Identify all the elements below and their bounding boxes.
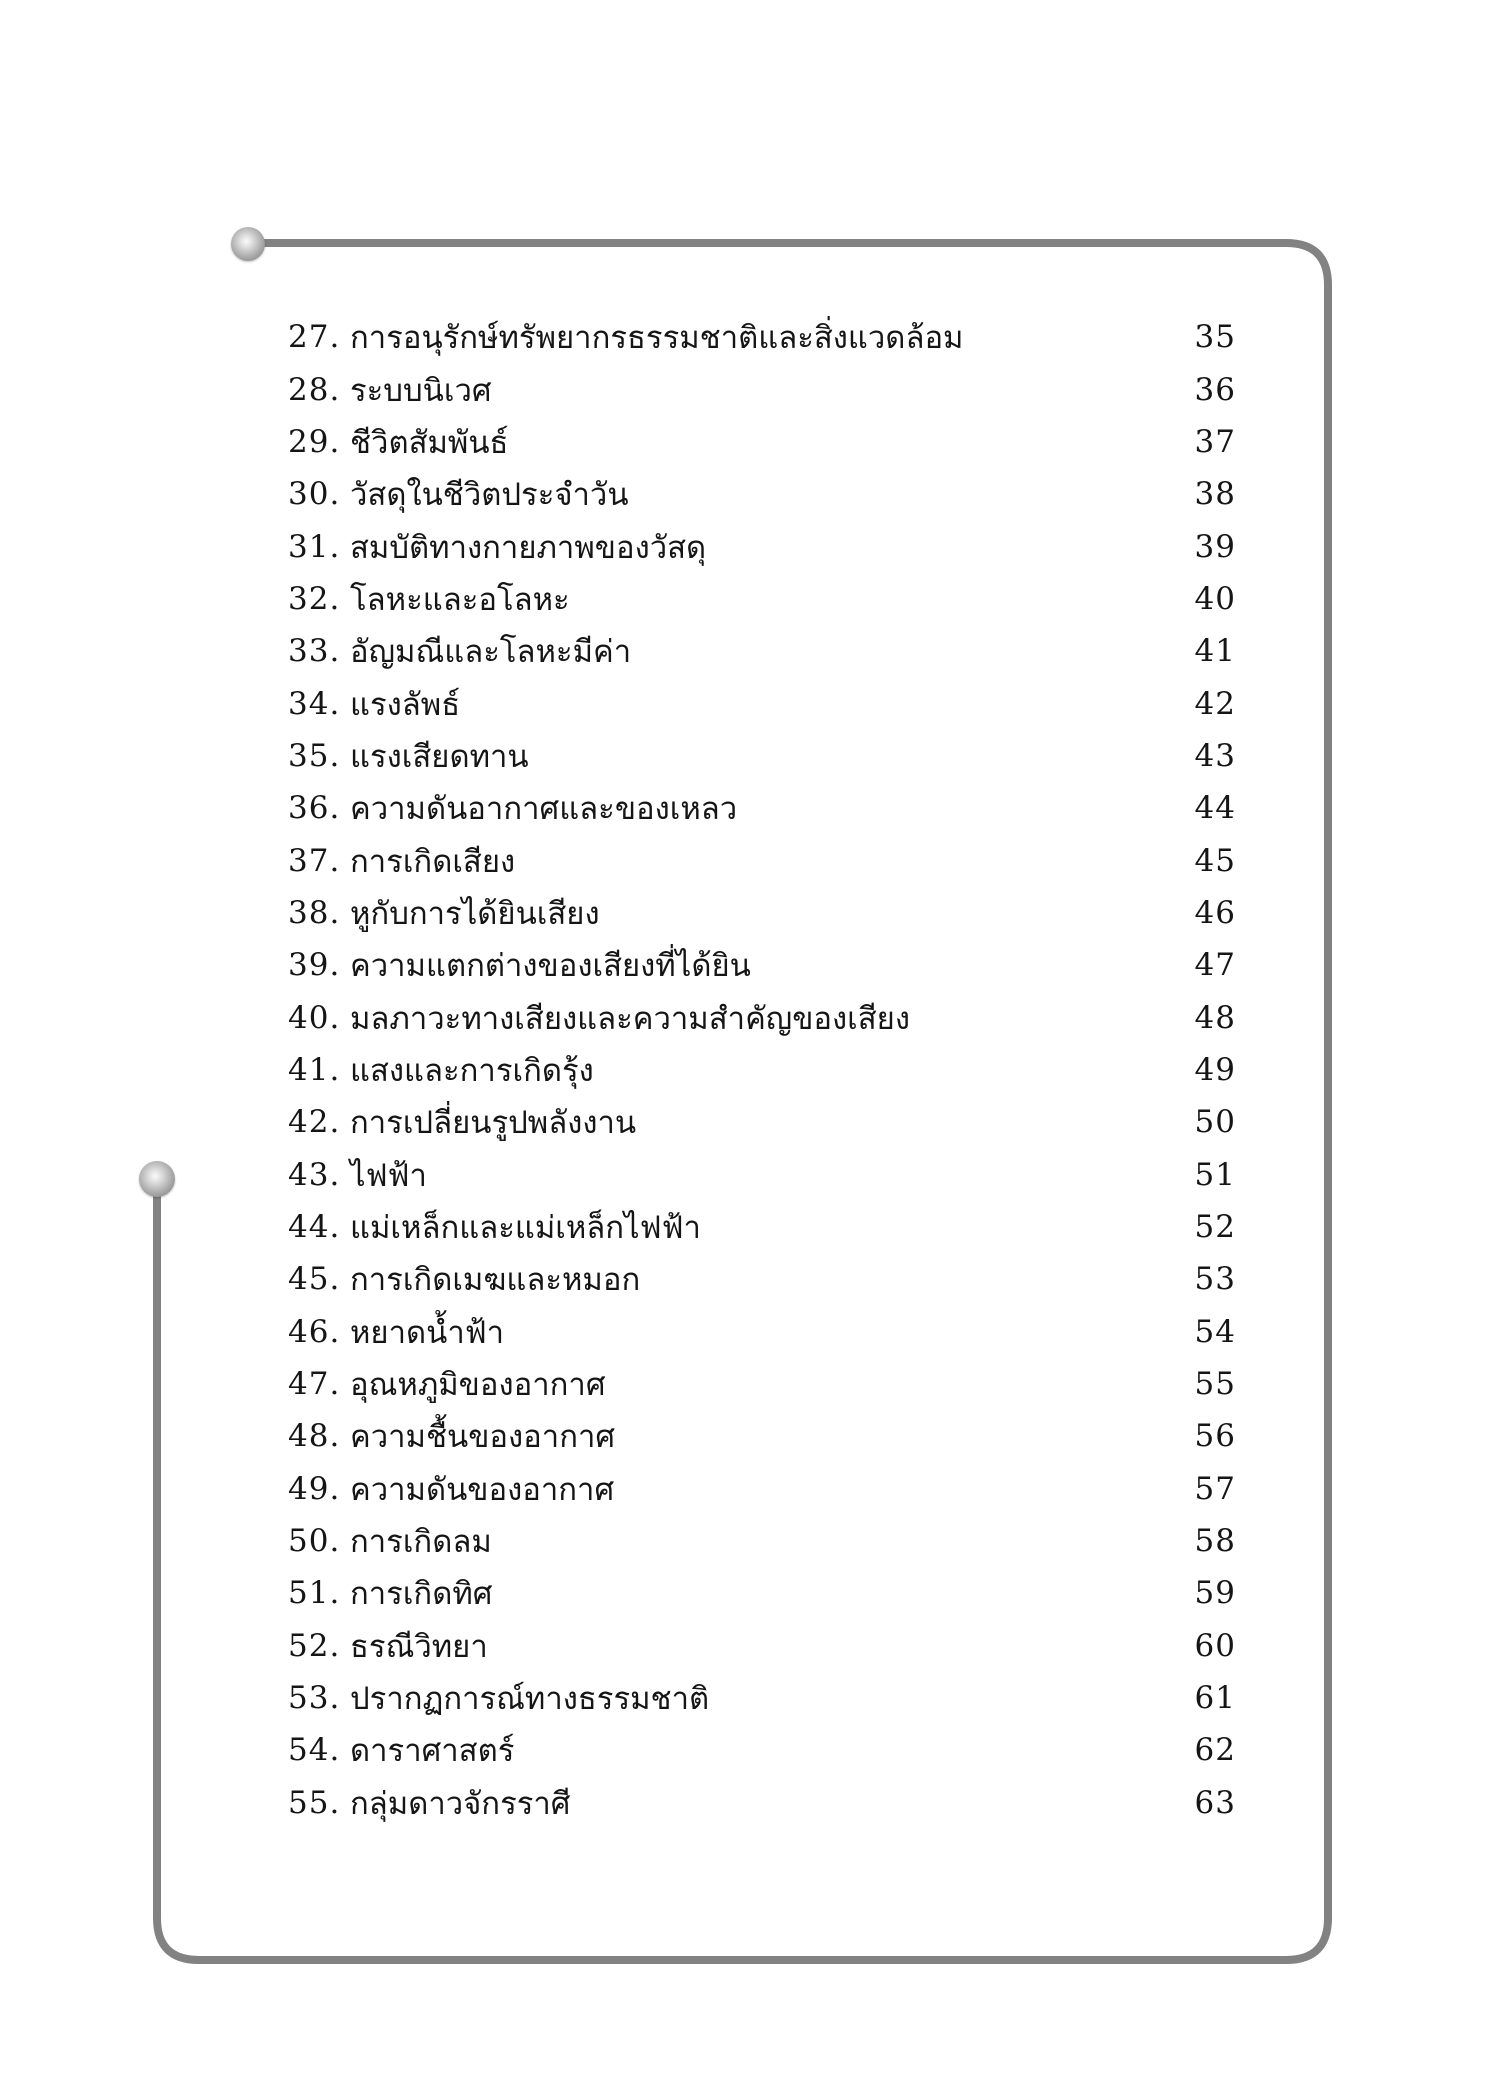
toc-item-page: 47 [1194, 947, 1236, 984]
toc-row [288, 520, 1236, 572]
toc-item-page: 53 [1194, 1261, 1236, 1298]
mid-left-sphere-decoration [139, 1161, 175, 1197]
toc-item-title: หูกับการได้ยินเสียง [350, 895, 600, 932]
toc-item-title: โลหะและอโลหะ [350, 581, 570, 618]
toc-item-title: การอนุรักษ์ทรัพยากรธรรมชาติและสิ่งแวดล้อม [350, 320, 964, 357]
toc-item-title: อุณหภูมิของอากาศ [350, 1367, 606, 1404]
toc-item-page: 63 [1194, 1784, 1236, 1821]
toc-row [288, 939, 1236, 991]
toc-row [288, 311, 1236, 363]
toc-item-page: 57 [1194, 1470, 1236, 1507]
toc-item-number: 47. [288, 1366, 341, 1403]
toc-item-page: 42 [1194, 685, 1236, 722]
toc-item-title: วัสดุในชีวิตประจำวัน [350, 477, 629, 514]
toc-item-title: แสงและการเกิดรุ้ง [350, 1052, 594, 1089]
toc-item-number: 29. [288, 423, 341, 460]
toc-item-title: กลุ่มดาวจักรราศี [350, 1785, 571, 1822]
toc-row [288, 363, 1236, 415]
toc-row [288, 1567, 1236, 1619]
toc-item-number: 30. [288, 476, 341, 513]
toc-item-title: แม่เหล็กและแม่เหล็กไฟฟ้า [350, 1210, 701, 1247]
toc-item-title: ธรณีวิทยา [350, 1628, 488, 1665]
toc-item-title: แรงลัพธ์ [350, 686, 461, 723]
toc-item-page: 46 [1194, 894, 1236, 931]
toc-row [288, 1044, 1236, 1096]
toc-item-number: 36. [288, 790, 341, 827]
toc-item-number: 51. [288, 1575, 341, 1612]
toc-item-number: 31. [288, 528, 341, 565]
toc-item-title: ความดันของอากาศ [350, 1471, 615, 1508]
toc-item-number: 55. [288, 1784, 341, 1821]
top-left-sphere-decoration [231, 227, 265, 261]
toc-item-title: ความชื้นของอากาศ [350, 1419, 616, 1456]
toc-item-title: การเกิดทิศ [350, 1576, 493, 1613]
toc-row [288, 1253, 1236, 1305]
toc-row [288, 1149, 1236, 1201]
toc-item-title: การเกิดเมฆและหมอก [350, 1262, 641, 1299]
toc-item-number: 39. [288, 947, 341, 984]
toc-item-page: 40 [1194, 580, 1236, 617]
toc-item-number: 45. [288, 1261, 341, 1298]
toc-item-number: 38. [288, 894, 341, 931]
toc-item-title: อัญมณีและโลหะมีค่า [350, 634, 632, 671]
toc-item-page: 36 [1194, 371, 1236, 408]
toc-item-page: 39 [1194, 528, 1236, 565]
toc-row [288, 677, 1236, 729]
toc-row [288, 991, 1236, 1043]
toc-item-number: 43. [288, 1156, 341, 1193]
toc-row [288, 1620, 1236, 1672]
toc-item-title: หยาดน้ำฟ้า [350, 1314, 505, 1351]
toc-row [288, 782, 1236, 834]
toc-row [288, 1724, 1236, 1776]
toc-item-title: ชีวิตสัมพันธ์ [350, 424, 509, 461]
toc-item-title: ไฟฟ้า [350, 1157, 427, 1194]
toc-item-page: 35 [1194, 319, 1236, 356]
toc-item-page: 37 [1194, 423, 1236, 460]
toc-item-page: 48 [1194, 999, 1236, 1036]
toc-item-title: ปรากฏการณ์ทางธรรมชาติ [350, 1681, 710, 1718]
toc-item-number: 46. [288, 1313, 341, 1350]
toc-item-number: 40. [288, 999, 341, 1036]
toc-list [288, 311, 1236, 1829]
toc-item-title: สมบัติทางกายภาพของวัสดุ [350, 529, 707, 566]
toc-row [288, 730, 1236, 782]
toc-row [288, 834, 1236, 886]
toc-item-page: 59 [1194, 1575, 1236, 1612]
toc-item-title: ความดันอากาศและของเหลว [350, 791, 738, 828]
toc-item-number: 49. [288, 1470, 341, 1507]
toc-item-page: 51 [1194, 1156, 1236, 1193]
toc-item-page: 58 [1194, 1523, 1236, 1560]
toc-item-page: 62 [1194, 1732, 1236, 1769]
toc-item-number: 54. [288, 1732, 341, 1769]
toc-row [288, 573, 1236, 625]
toc-row [288, 1777, 1236, 1829]
toc-row [288, 1672, 1236, 1724]
toc-item-title: การเกิดลม [350, 1524, 492, 1561]
toc-row [288, 625, 1236, 677]
toc-item-page: 60 [1194, 1627, 1236, 1664]
toc-item-title: ความแตกต่างของเสียงที่ได้ยิน [350, 948, 751, 985]
toc-item-number: 44. [288, 1209, 341, 1246]
toc-item-number: 28. [288, 371, 341, 408]
toc-item-number: 41. [288, 1051, 341, 1088]
toc-row [288, 1410, 1236, 1462]
toc-item-page: 43 [1194, 737, 1236, 774]
toc-item-title: การเกิดเสียง [350, 843, 516, 880]
toc-item-title: ดาราศาสตร์ [350, 1733, 515, 1770]
toc-item-title: แรงเสียดทาน [350, 738, 529, 775]
toc-item-number: 34. [288, 685, 341, 722]
toc-row [288, 887, 1236, 939]
toc-row [288, 1358, 1236, 1410]
toc-item-number: 27. [288, 319, 341, 356]
toc-item-page: 54 [1194, 1313, 1236, 1350]
toc-item-page: 38 [1194, 476, 1236, 513]
toc-row [288, 1096, 1236, 1148]
toc-item-page: 55 [1194, 1366, 1236, 1403]
toc-item-page: 49 [1194, 1051, 1236, 1088]
toc-item-page: 41 [1194, 633, 1236, 670]
toc-row [288, 416, 1236, 468]
toc-item-page: 44 [1194, 790, 1236, 827]
toc-item-number: 53. [288, 1680, 341, 1717]
toc-item-page: 52 [1194, 1209, 1236, 1246]
toc-row [288, 1463, 1236, 1515]
toc-item-number: 50. [288, 1523, 341, 1560]
toc-item-number: 37. [288, 842, 341, 879]
toc-item-title: ระบบนิเวศ [350, 372, 492, 409]
toc-item-page: 56 [1194, 1418, 1236, 1455]
toc-item-title: การเปลี่ยนรูปพลังงาน [350, 1105, 637, 1142]
toc-item-number: 33. [288, 633, 341, 670]
toc-row [288, 1515, 1236, 1567]
toc-item-page: 50 [1194, 1104, 1236, 1141]
toc-item-number: 32. [288, 580, 341, 617]
toc-item-number: 42. [288, 1104, 341, 1141]
toc-item-number: 35. [288, 737, 341, 774]
toc-row [288, 1306, 1236, 1358]
toc-item-number: 52. [288, 1627, 341, 1664]
toc-item-page: 45 [1194, 842, 1236, 879]
toc-item-title: มลภาวะทางเสียงและความสำคัญของเสียง [350, 1000, 910, 1037]
toc-row [288, 468, 1236, 520]
toc-row [288, 1201, 1236, 1253]
toc-item-page: 61 [1194, 1680, 1236, 1717]
toc-item-number: 48. [288, 1418, 341, 1455]
